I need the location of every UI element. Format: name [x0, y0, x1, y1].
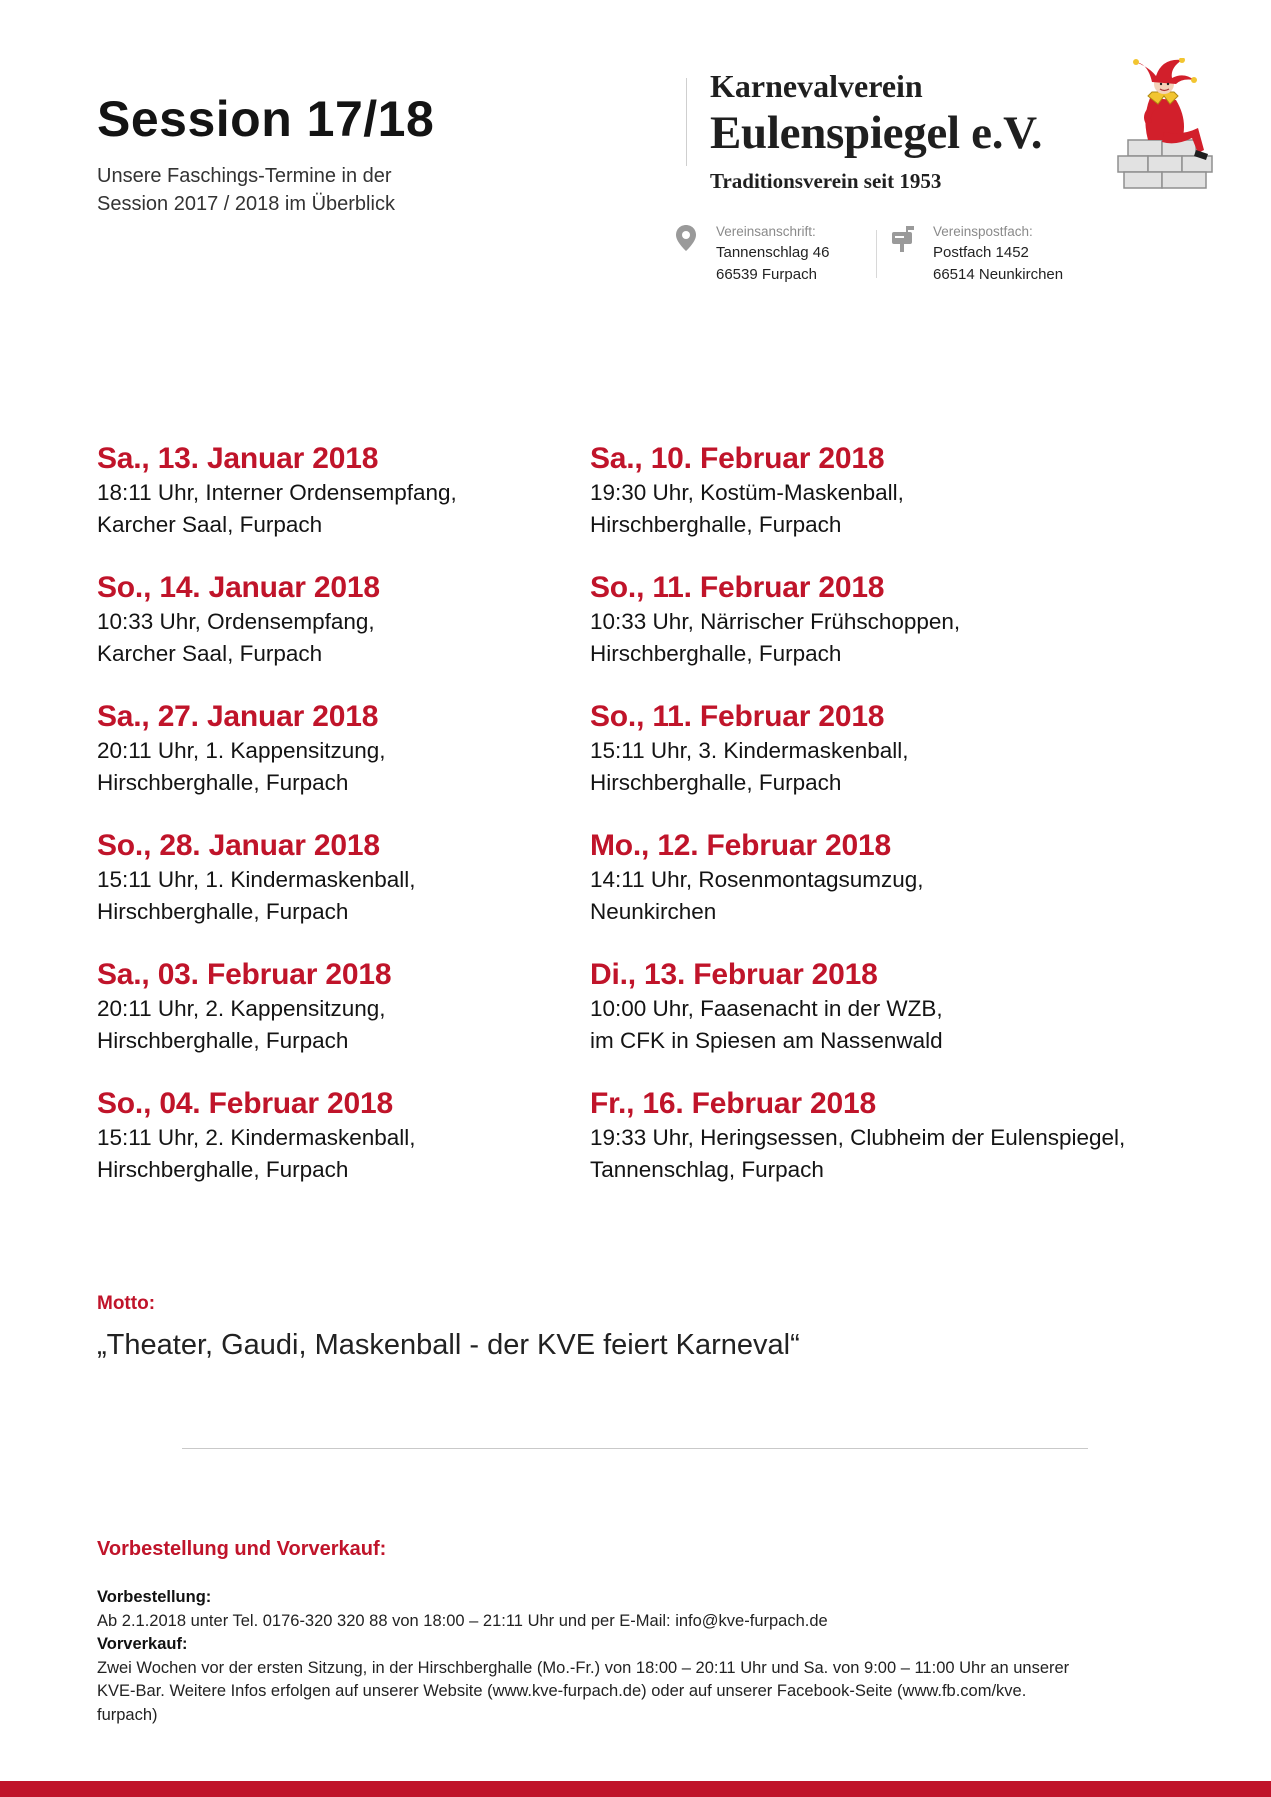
- page-title: Session 17/18: [97, 91, 435, 147]
- event-time-title: 14:11 Uhr, Rosenmontagsumzug,: [590, 867, 924, 892]
- event-location: Hirschberghalle, Furpach: [590, 512, 842, 537]
- event-location: Hirschberghalle, Furpach: [97, 1028, 349, 1053]
- motto-text: „Theater, Gaudi, Maskenball - der KVE feiert Karneval“: [97, 1329, 800, 1361]
- event-date: Sa., 03. Februar 2018: [97, 958, 392, 991]
- event-item: [97, 1086, 577, 1215]
- postbox-city: 66514 Neunkirchen: [933, 266, 1064, 283]
- event-location: Hirschberghalle, Furpach: [97, 899, 349, 924]
- subtitle-line-1: Unsere Faschings-Termine in der: [97, 165, 392, 187]
- logo-divider: [686, 78, 687, 166]
- event-date: Sa., 10. Februar 2018: [590, 442, 885, 475]
- address-street: Tannenschlag 46: [716, 244, 830, 261]
- presale-text-line-3: furpach): [97, 1705, 158, 1724]
- order-info: [97, 1586, 1207, 1727]
- event-date: So., 14. Januar 2018: [97, 571, 380, 604]
- club-address: [716, 222, 829, 286]
- event-time-title: 15:11 Uhr, 2. Kindermaskenball,: [97, 1125, 416, 1150]
- preorder-label: Vorbestellung:: [97, 1588, 212, 1606]
- presale-text-line-2: KVE-Bar. Weitere Infos erfolgen auf unserer Website (www.kve-furpach.de) oder auf unserer Facebook-Seite (www.fb.com/kve.: [97, 1682, 1027, 1700]
- event-location: im CFK in Spiesen am Nassenwald: [590, 1028, 943, 1053]
- event-time-title: 10:33 Uhr, Ordensempfang,: [97, 609, 375, 634]
- event-time-title: 18:11 Uhr, Interner Ordensempfang,: [97, 480, 457, 505]
- event-location: Neunkirchen: [590, 899, 717, 924]
- address-label: Vereinsanschrift:: [716, 224, 816, 239]
- event-item: [97, 957, 577, 1086]
- event-time-title: 15:11 Uhr, 1. Kindermaskenball,: [97, 867, 416, 892]
- address-divider: [876, 230, 877, 278]
- postbox-number: Postfach 1452: [933, 244, 1029, 261]
- events-column-left: [97, 441, 577, 1215]
- event-location: Hirschberghalle, Furpach: [97, 770, 349, 795]
- address-city: 66539 Furpach: [716, 266, 817, 283]
- event-item: [97, 570, 577, 699]
- event-date: So., 28. Januar 2018: [97, 829, 380, 862]
- event-date: Fr., 16. Februar 2018: [590, 1087, 876, 1120]
- event-date: So., 11. Februar 2018: [590, 700, 885, 733]
- event-location: Karcher Saal, Furpach: [97, 512, 323, 537]
- club-name-line-2: Eulenspiegel e.V.: [710, 107, 1043, 159]
- club-logo-text: [710, 66, 1110, 198]
- header-left: [97, 88, 617, 218]
- event-location: Tannenschlag, Furpach: [590, 1157, 824, 1182]
- event-date: So., 04. Februar 2018: [97, 1087, 393, 1120]
- event-location: Hirschberghalle, Furpach: [590, 770, 842, 795]
- event-location: Karcher Saal, Furpach: [97, 641, 323, 666]
- event-time-title: 19:33 Uhr, Heringsessen, Clubheim der Eulenspiegel,: [590, 1125, 1126, 1150]
- club-name-line-1: Karnevalverein: [710, 68, 923, 104]
- event-location: Hirschberghalle, Furpach: [590, 641, 842, 666]
- event-time-title: 20:11 Uhr, 1. Kappensitzung,: [97, 738, 386, 763]
- mailbox-icon: [889, 223, 917, 253]
- event-time-title: 10:00 Uhr, Faasenacht in der WZB,: [590, 996, 943, 1021]
- event-item: [590, 1086, 1250, 1215]
- event-time-title: 20:11 Uhr, 2. Kappensitzung,: [97, 996, 386, 1021]
- footer-bar: [0, 1781, 1271, 1797]
- presale-text-line-1: Zwei Wochen vor der ersten Sitzung, in der Hirschberghalle (Mo.-Fr.) von 18:00 – 20:11 Uhr und Sa. von 9:00 – 11:00 Uhr an unserer: [97, 1658, 1070, 1677]
- event-date: Sa., 13. Januar 2018: [97, 442, 379, 475]
- event-item: [97, 828, 577, 957]
- jester-icon: [1112, 58, 1222, 190]
- event-item: [97, 441, 577, 570]
- subtitle-line-2: Session 2017 / 2018 im Überblick: [97, 193, 395, 215]
- event-date: Sa., 27. Januar 2018: [97, 700, 379, 733]
- preorder-text: Ab 2.1.2018 unter Tel. 0176-320 320 88 von 18:00 – 21:11 Uhr und per E-Mail: info@kve-furpach.de: [97, 1611, 828, 1630]
- event-item: [590, 441, 1250, 570]
- event-item: [590, 828, 1250, 957]
- event-item: [590, 957, 1250, 1086]
- event-location: Hirschberghalle, Furpach: [97, 1157, 349, 1182]
- location-pin-icon: [672, 223, 700, 253]
- event-item: [97, 699, 577, 828]
- presale-label: Vorverkauf:: [97, 1635, 188, 1653]
- event-time-title: 10:33 Uhr, Närrischer Frühschoppen,: [590, 609, 961, 634]
- postbox-label: Vereinspostfach:: [933, 224, 1033, 239]
- club-tagline: Traditionsverein seit 1953: [710, 169, 942, 193]
- motto-label: Motto:: [97, 1293, 156, 1314]
- event-date: Di., 13. Februar 2018: [590, 958, 878, 991]
- event-item: [590, 699, 1250, 828]
- events-column-right: [590, 441, 1250, 1215]
- order-heading: Vorbestellung und Vorverkauf:: [97, 1538, 387, 1560]
- event-time-title: 15:11 Uhr, 3. Kindermaskenball,: [590, 738, 909, 763]
- club-postbox: [933, 222, 1063, 286]
- event-date: Mo., 12. Februar 2018: [590, 829, 891, 862]
- event-time-title: 19:30 Uhr, Kostüm-Maskenball,: [590, 480, 904, 505]
- event-date: So., 11. Februar 2018: [590, 571, 885, 604]
- section-divider: [182, 1448, 1088, 1449]
- page-subtitle: [97, 162, 617, 218]
- event-item: [590, 570, 1250, 699]
